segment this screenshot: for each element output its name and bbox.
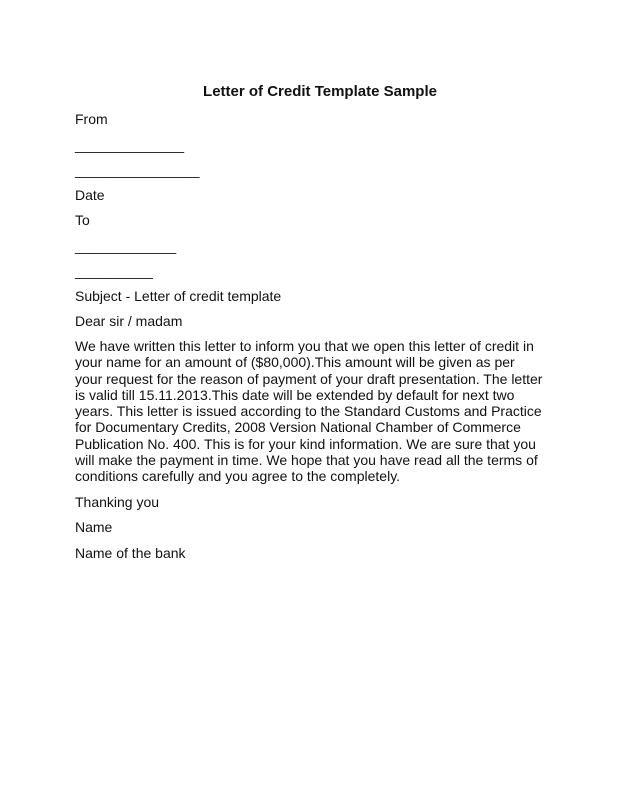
body-line: conditions carefully and you agree to the completely. bbox=[75, 468, 401, 485]
body-line: your name for an amount of ($80,000).This amount will be given as per bbox=[75, 354, 515, 371]
body-line: is valid till 15.11.2013.This date will be extended by default for next two bbox=[75, 386, 515, 403]
salutation: Dear sir / madam bbox=[75, 313, 183, 329]
body-line: will make the payment in time. We hope that you have read all the terms of bbox=[75, 452, 538, 469]
from-blank-line-2: ________________ bbox=[75, 162, 200, 178]
from-label: From bbox=[75, 111, 108, 127]
from-blank-line-1: ______________ bbox=[75, 137, 185, 153]
bank-name-label: Name of the bank bbox=[75, 545, 186, 561]
body-line: for Documentary Credits, 2008 Version National Chamber of Commerce bbox=[75, 419, 521, 436]
subject-line: Subject - Letter of credit template bbox=[75, 288, 282, 304]
body-line: your request for the reason of payment of your draft presentation. The letter bbox=[75, 370, 543, 387]
document-title: Letter of Credit Template Sample bbox=[203, 83, 437, 100]
date-label: Date bbox=[75, 187, 105, 203]
to-label: To bbox=[75, 212, 90, 228]
letter-body bbox=[75, 338, 575, 485]
body-line: We have written this letter to inform you that we open this letter of credit in bbox=[75, 338, 534, 354]
name-label: Name bbox=[75, 519, 113, 535]
body-line: Publication No. 400. This is for your kind information. We are sure that you bbox=[75, 435, 536, 452]
to-blank-line-2: __________ bbox=[75, 263, 153, 279]
to-blank-line-1: _____________ bbox=[75, 238, 177, 254]
closing-line: Thanking you bbox=[75, 494, 160, 510]
body-line: years. This letter is issued according to the Standard Customs and Practice bbox=[75, 403, 542, 420]
